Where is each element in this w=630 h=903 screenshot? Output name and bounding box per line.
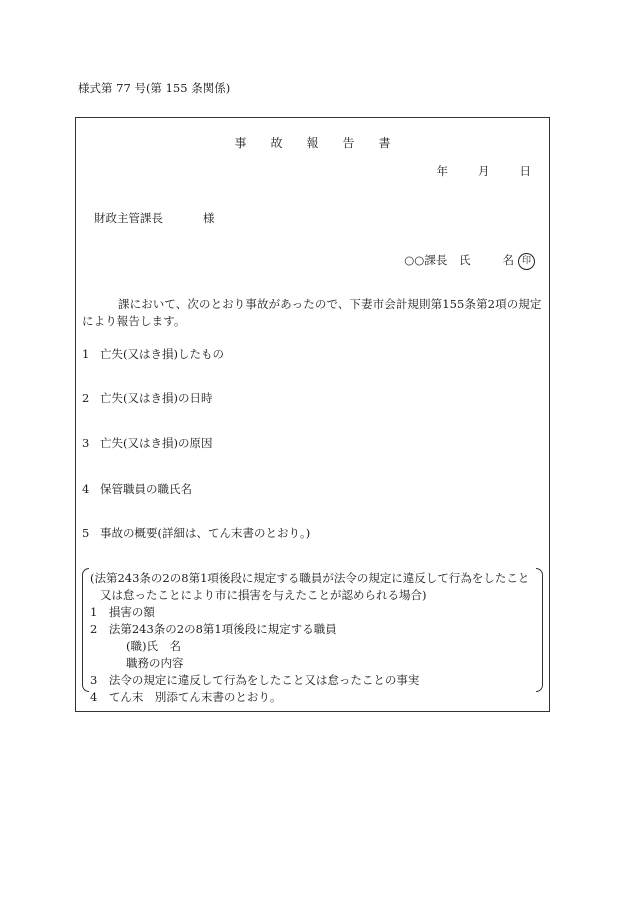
- list-item: [82, 435, 212, 451]
- date-line: [407, 163, 532, 179]
- list-item: [82, 390, 212, 406]
- title-char: 報: [306, 136, 319, 150]
- bracket-item-damage-amount: 1 損害の額: [90, 605, 155, 619]
- damage-case-bracket: [82, 568, 543, 704]
- date-year: 年: [436, 164, 448, 178]
- date-day: 日: [519, 164, 531, 178]
- bracket-item-duties: 職務の内容: [126, 656, 184, 670]
- item-number: 4: [82, 482, 90, 496]
- sender-label-mei: 名: [502, 253, 514, 267]
- list-item: [82, 481, 192, 497]
- item-text: 亡失(又はき損)の日時: [100, 391, 213, 405]
- sender-dept: ○○課長: [404, 253, 448, 267]
- bracket-item-circumstances: 4 てん末 別添てん末書のとおり。: [90, 690, 282, 704]
- bracket-item-violation-facts: 3 法令の規定に違反して行為をしたこと又は怠ったことの事実: [90, 673, 420, 687]
- sender: [404, 252, 535, 270]
- intro-paragraph: 課において、次のとおり事故があったので、下妻市会計規則第155条第2項の規定により報告します。: [82, 297, 542, 328]
- item-text: 保管職員の職氏名: [100, 482, 192, 496]
- report-form: [75, 117, 550, 712]
- left-bracket: [82, 568, 89, 692]
- bracket-item-staff-name: (職)氏 名: [126, 639, 181, 653]
- title-char: 書: [378, 136, 391, 150]
- list-item: [82, 525, 310, 541]
- title-char: 故: [270, 136, 283, 150]
- item-text: 事故の概要(詳細は、てん末書のとおり。): [100, 526, 311, 540]
- item-number: 3: [82, 436, 90, 450]
- sender-label-shi: 氏: [459, 253, 471, 267]
- list-item: [82, 346, 224, 362]
- item-number: 1: [82, 347, 90, 361]
- form-number: 様式第 77 号(第 155 条関係): [78, 81, 231, 95]
- item-number: 2: [82, 391, 90, 405]
- item-number: 5: [82, 526, 90, 540]
- recipient-honorific: 様: [203, 211, 215, 225]
- recipient: [94, 210, 215, 226]
- bracket-condition-line2: 又は怠ったことにより市に損害を与えたことが認められる場合): [100, 588, 427, 602]
- right-bracket: [536, 568, 543, 692]
- item-text: 亡失(又はき損)の原因: [100, 436, 213, 450]
- item-text: 亡失(又はき損)したもの: [100, 347, 224, 361]
- title-char: 告: [342, 136, 355, 150]
- seal-icon: 印: [518, 253, 535, 270]
- title-char: 事: [234, 136, 247, 150]
- bracket-item-staff: 2 法第243条の2の8第1項後段に規定する職員: [90, 622, 337, 636]
- document-title: [76, 134, 549, 151]
- bracket-condition-line1: (法第243条の2の8第1項後段に規定する職員が法令の規定に違反して行為をしたこと: [90, 571, 530, 585]
- recipient-name: 財政主管課長: [94, 211, 163, 225]
- date-month: 月: [478, 164, 490, 178]
